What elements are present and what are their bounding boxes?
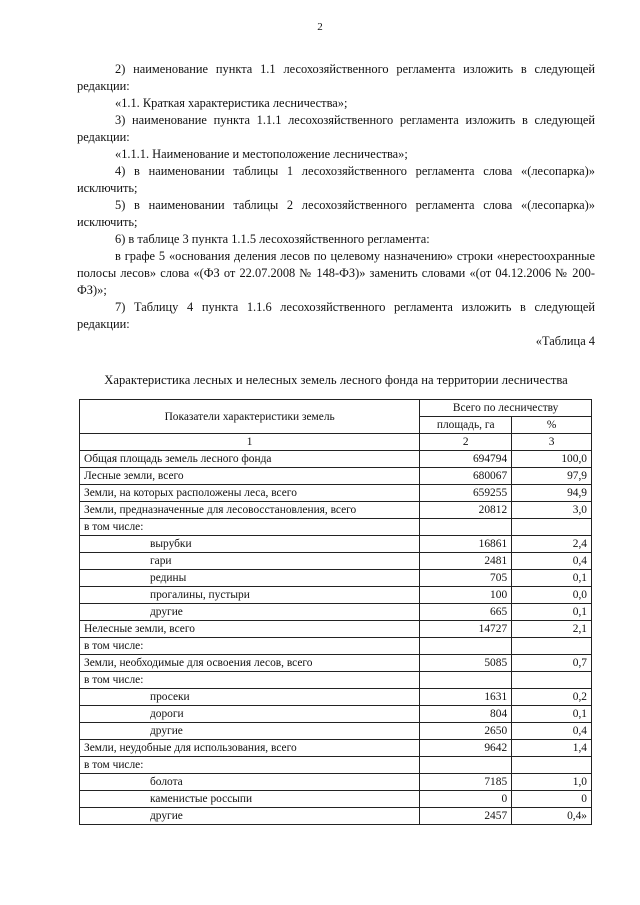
row-percent: [512, 757, 592, 774]
table-row: [80, 536, 592, 553]
row-label: Лесные земли, всего: [80, 468, 420, 485]
paragraph: 2) наименование пункта 1.1 лесохозяйственного регламента изложить в следующей редакции:: [77, 62, 595, 93]
row-label: в том числе:: [80, 672, 420, 689]
paragraph: 5) в наименовании таблицы 2 лесохозяйственного регламента слова «(лесопарка)» исключить;: [77, 198, 595, 229]
table-row: [80, 570, 592, 587]
row-label: каменистые россыпи: [80, 791, 420, 808]
row-label: Земли, необходимые для освоения лесов, всего: [80, 655, 420, 672]
row-percent: [512, 672, 592, 689]
row-label: в том числе:: [80, 519, 420, 536]
row-area: [420, 672, 512, 689]
paragraph: 4) в наименовании таблицы 1 лесохозяйственного регламента слова «(лесопарка)» исключить;: [77, 164, 595, 195]
row-label: Земли, неудобные для использования, всего: [80, 740, 420, 757]
row-label: Общая площадь земель лесного фонда: [80, 451, 420, 468]
table-row: [80, 519, 592, 536]
row-label: другие: [80, 723, 420, 740]
row-area: 694794: [420, 451, 512, 468]
row-percent: 0,1: [512, 706, 592, 723]
row-percent: 0,4»: [512, 808, 592, 825]
table-header-row: [80, 400, 592, 417]
paragraph: 7) Таблицу 4 пункта 1.1.6 лесохозяйственного регламента изложить в следующей редакции:: [77, 300, 595, 331]
row-percent: 3,0: [512, 502, 592, 519]
row-label: другие: [80, 604, 420, 621]
row-label: другие: [80, 808, 420, 825]
table-row: [80, 502, 592, 519]
row-percent: 97,9: [512, 468, 592, 485]
paragraph: «1.1. Краткая характеристика лесничества»;: [115, 96, 348, 110]
row-label: Земли, на которых расположены леса, всего: [80, 485, 420, 502]
header-indicator: Показатели характеристики земель: [80, 400, 420, 434]
row-percent: [512, 638, 592, 655]
row-percent: [512, 519, 592, 536]
row-area: 665: [420, 604, 512, 621]
paragraph: «1.1.1. Наименование и местоположение лесничества»;: [115, 147, 408, 161]
table-row: [80, 706, 592, 723]
table-row: [80, 672, 592, 689]
column-numbers-row: [80, 434, 592, 451]
header-area: площадь, га: [420, 417, 512, 434]
row-area: 0: [420, 791, 512, 808]
row-percent: 0,1: [512, 570, 592, 587]
row-percent: 0,2: [512, 689, 592, 706]
table-row: [80, 451, 592, 468]
row-label: в том числе:: [80, 638, 420, 655]
row-label: дороги: [80, 706, 420, 723]
table-row: [80, 791, 592, 808]
row-area: 9642: [420, 740, 512, 757]
row-label: прогалины, пустыри: [80, 587, 420, 604]
table-row: [80, 808, 592, 825]
row-percent: 2,4: [512, 536, 592, 553]
row-area: [420, 638, 512, 655]
row-area: 804: [420, 706, 512, 723]
row-percent: 0: [512, 791, 592, 808]
table-row: [80, 468, 592, 485]
paragraphs: [77, 61, 595, 333]
table-row: [80, 621, 592, 638]
row-label: Нелесные земли, всего: [80, 621, 420, 638]
page-number: 2: [317, 21, 323, 33]
row-percent: 2,1: [512, 621, 592, 638]
table-row: [80, 774, 592, 791]
row-area: 2481: [420, 553, 512, 570]
table-title: Характеристика лесных и нелесных земель лесного фонда на территории лесничества: [104, 373, 568, 387]
row-percent: 0,4: [512, 553, 592, 570]
row-area: 659255: [420, 485, 512, 502]
row-area: [420, 757, 512, 774]
row-percent: 94,9: [512, 485, 592, 502]
row-area: 14727: [420, 621, 512, 638]
table-row: [80, 485, 592, 502]
row-area: 20812: [420, 502, 512, 519]
paragraph: в графе 5 «основания деления лесов по целевому назначению» строки «нерестоохранные полосы лесов» слова «(ФЗ от 22.07.2008 № 148-ФЗ)» заменить словами «(от 04.12.2006 № 200-ФЗ)»;: [77, 249, 595, 297]
paragraph: 6) в таблице 3 пункта 1.1.5 лесохозяйственного регламента:: [115, 232, 430, 246]
table-row: [80, 587, 592, 604]
row-area: 16861: [420, 536, 512, 553]
table-label: «Таблица 4: [535, 334, 595, 348]
row-label: редины: [80, 570, 420, 587]
document-body: [77, 61, 595, 389]
row-area: 2650: [420, 723, 512, 740]
table-row: [80, 638, 592, 655]
table-row: [80, 655, 592, 672]
table-row: [80, 604, 592, 621]
table-row: [80, 740, 592, 757]
table-row: [80, 553, 592, 570]
column-number: 2: [420, 434, 512, 451]
paragraph: 3) наименование пункта 1.1.1 лесохозяйственного регламента изложить в следующей редакции:: [77, 113, 595, 144]
row-label: вырубки: [80, 536, 420, 553]
row-label: болота: [80, 774, 420, 791]
row-label: гари: [80, 553, 420, 570]
row-area: [420, 519, 512, 536]
table-row: [80, 689, 592, 706]
row-area: 7185: [420, 774, 512, 791]
row-area: 680067: [420, 468, 512, 485]
row-area: 1631: [420, 689, 512, 706]
row-label: просеки: [80, 689, 420, 706]
table-row: [80, 723, 592, 740]
row-area: 100: [420, 587, 512, 604]
land-characteristics-table: [79, 399, 592, 825]
row-area: 2457: [420, 808, 512, 825]
row-percent: 1,4: [512, 740, 592, 757]
row-area: 705: [420, 570, 512, 587]
column-number: 1: [80, 434, 420, 451]
row-label: Земли, предназначенные для лесовосстановления, всего: [80, 502, 420, 519]
row-percent: 0,7: [512, 655, 592, 672]
table-row: [80, 757, 592, 774]
header-total: Всего по лесничеству: [420, 400, 592, 417]
row-percent: 0,1: [512, 604, 592, 621]
row-percent: 1,0: [512, 774, 592, 791]
header-percent: %: [512, 417, 592, 434]
row-percent: 100,0: [512, 451, 592, 468]
row-percent: 0,0: [512, 587, 592, 604]
row-label: в том числе:: [80, 757, 420, 774]
row-area: 5085: [420, 655, 512, 672]
column-number: 3: [512, 434, 592, 451]
row-percent: 0,4: [512, 723, 592, 740]
